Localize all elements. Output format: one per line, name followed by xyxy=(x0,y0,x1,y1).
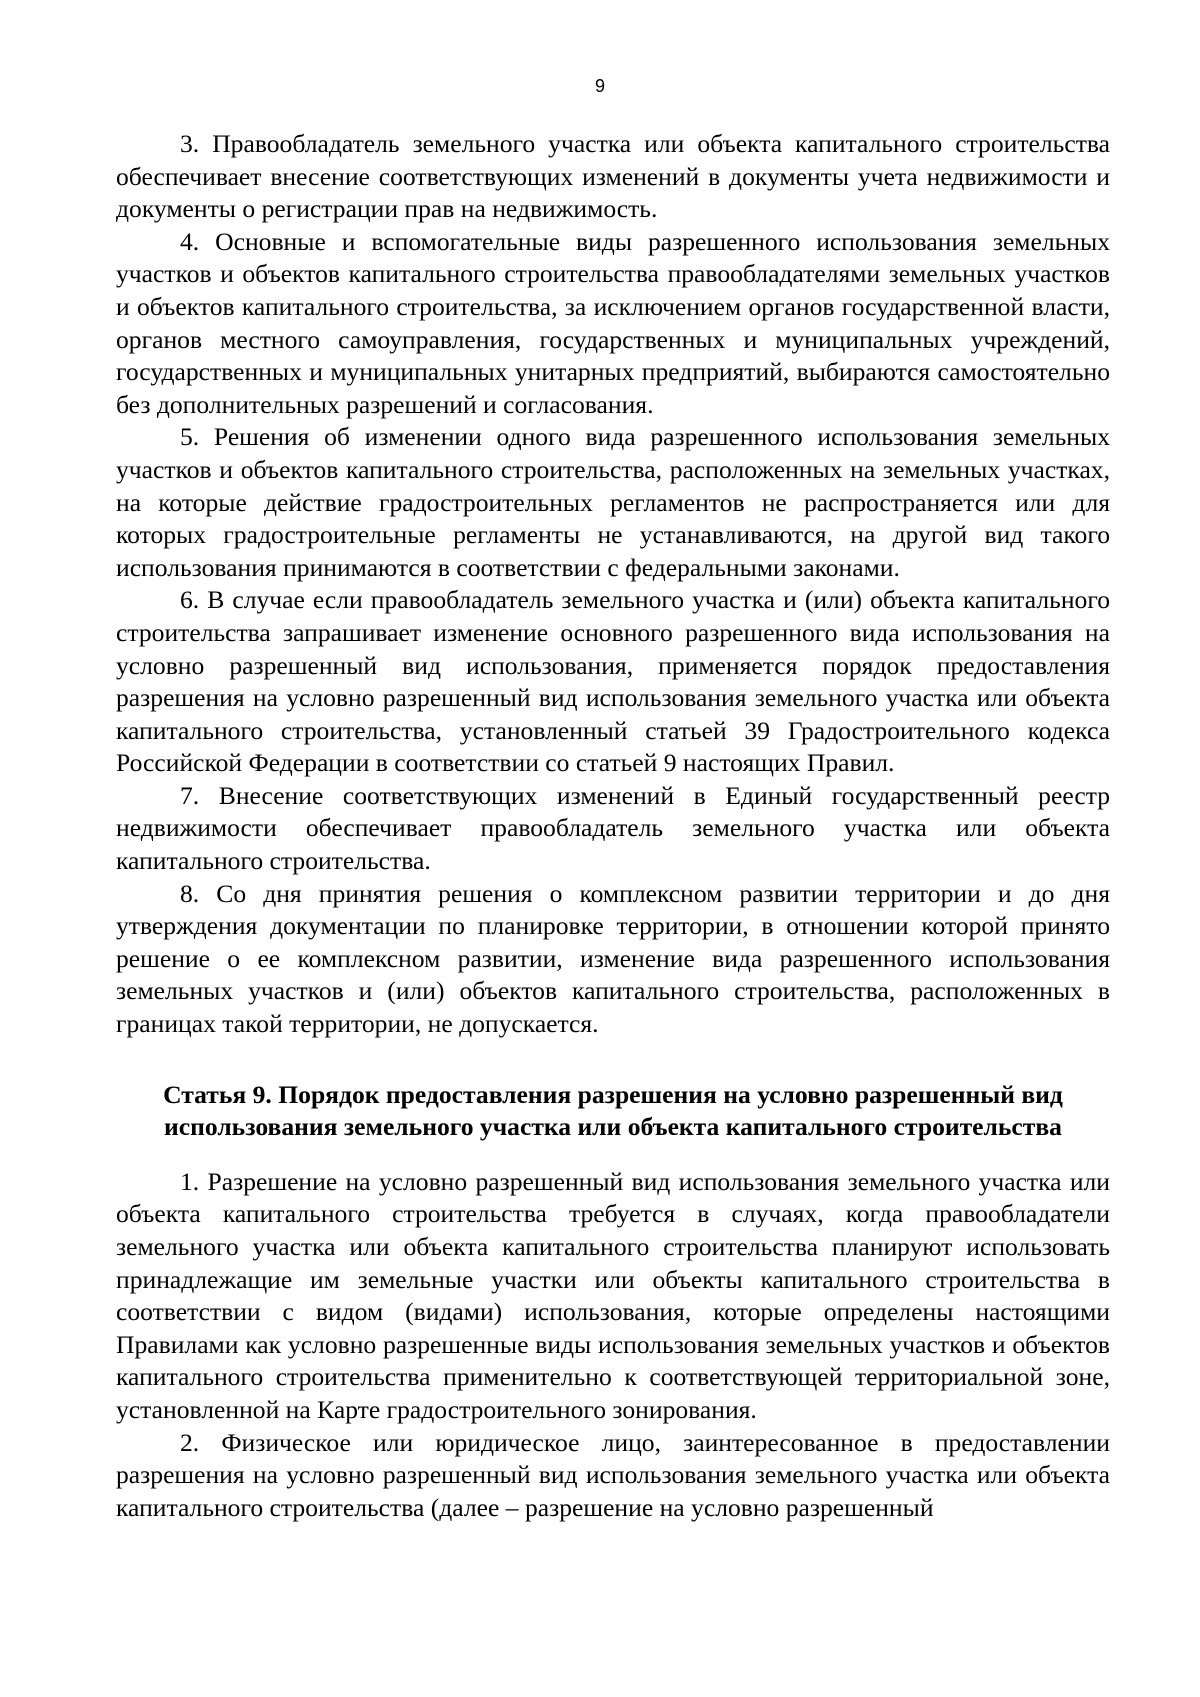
article-9-paragraph-2: 2. Физическое или юридическое лицо, заинтересованное в предоставлении разрешения на условно разрешенный вид использования земельного участка или объекта капитального строительства (далее – разрешение на условно разрешенный xyxy=(116,1427,1110,1522)
paragraph-3: 3. Правообладатель земельного участка или объекта капитального строительства обеспечивает внесение соответствующих изменений в документы учета недвижимости и документы о регистрации прав на недвижимость. xyxy=(116,129,1110,224)
page-number: 9 xyxy=(594,76,605,96)
paragraph-6: 6. В случае если правообладатель земельного участка и (или) объекта капитального строительства запрашивает изменение основного разрешенного вида использования на условно разрешенный вид использования, применяется порядок предоставления разрешения на условно разрешенный вид использования земельного участка или объекта капитального строительства, установленный статьей 39 Градостроительного кодекса Российской Федерации в соответствии со статьей 9 настоящих Правил. xyxy=(116,585,1110,778)
article-9-heading: Статья 9. Порядок предоставления разрешения на условно разрешенный вид использования земельного участка или объекта капитального строительства xyxy=(163,1079,1063,1142)
article-9-paragraph-1: 1. Разрешение на условно разрешенный вид использования земельного участка или объекта капитального строительства требуется в случаях, когда правообладатели земельного участка или объекта капитального строительства планируют использовать принадлежащие им земельные участки или объекты капитального строительства в соответствии с видом (видами) использования, которые определены настоящими Правилами как условно разрешенные виды использования земельных участков и объектов капитального строительства применительно к соответствующей территориальной зоне, установленной на Карте градостроительного зонирования. xyxy=(116,1166,1110,1424)
paragraph-7: 7. Внесение соответствующих изменений в Единый государственный реестр недвижимости обеспечивает правообладатель земельного участка или объекта капитального строительства. xyxy=(116,780,1110,876)
paragraph-5: 5. Решения об изменении одного вида разрешенного использования земельных участков и объектов капитального строительства, расположенных на земельных участках, на которые действие градостроительных регламентов не распространяется или для которых градостроительные регламенты не устанавливаются, на другой вид такого использования принимаются в соответствии с федеральными законами. xyxy=(116,422,1110,582)
document-body xyxy=(116,128,1110,1524)
paragraph-8: 8. Со дня принятия решения о комплексном развитии территории и до дня утверждения документации по планировке территории, в отношении которой принято решение о ее комплексном развитии, изменение вида разрешенного использования земельных участков и (или) объектов капитального строительства, расположенных в границах такой территории, не допускается. xyxy=(116,878,1110,1039)
paragraph-4: 4. Основные и вспомогательные виды разрешенного использования земельных участков и объектов капитального строительства правообладателями земельных участков и объектов капитального строительства, за исключением органов государственной власти, органов местного самоуправления, государственных и муниципальных учреждений, государственных и муниципальных унитарных предприятий, выбираются самостоятельно без дополнительных разрешений и согласования. xyxy=(116,226,1110,419)
